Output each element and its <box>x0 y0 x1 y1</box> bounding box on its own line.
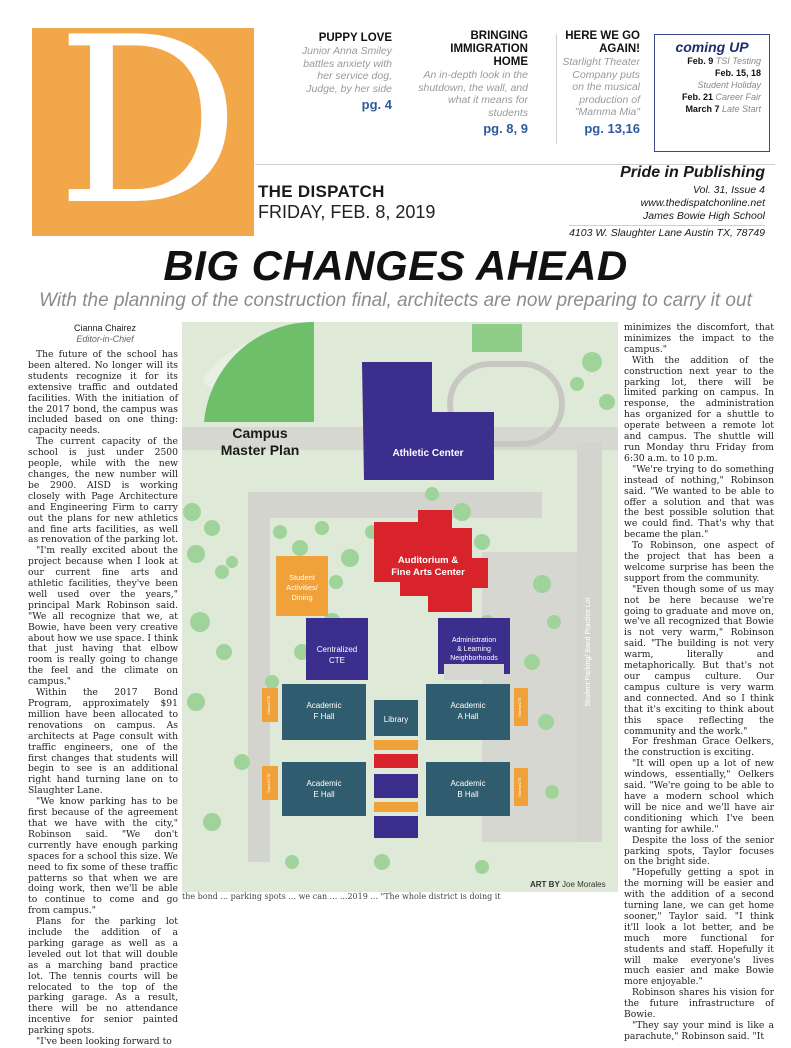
volume: Vol. 31, Issue 4 <box>693 184 765 196</box>
sports-field <box>472 324 522 352</box>
logo-letter: D <box>56 0 241 256</box>
connector-block <box>374 740 418 750</box>
issue-info <box>569 184 765 240</box>
athletic-center-label: Athletic Center <box>392 448 464 459</box>
teaser-immigration[interactable] <box>418 30 528 136</box>
credit-name: Joe Morales <box>562 880 606 889</box>
auditorium-label: Auditorium & <box>397 555 459 566</box>
admin-label: Administration <box>451 637 497 644</box>
map-title: Campus <box>232 425 288 441</box>
cte-label: Centralized <box>316 645 358 654</box>
paragraph: Robinson shares his vision for the future infrastructure of Bowie. <box>624 987 774 1021</box>
e-hall-building <box>282 762 366 816</box>
paragraph: Within the 2017 Bond Program, approximately $91 million have been allocated to renovations on campus. As architects at Page consult with traffic engineers, one of the first changes that students will begin to see is an additional right hand turning lane on to Slaughter Lane. <box>28 687 178 797</box>
admin-label: & Learning <box>457 646 491 653</box>
paragraph: Despite the loss of the senior parking spots, Taylor focuses on the bright side. <box>624 834 774 868</box>
address: 4103 W. Slaughter Lane Austin TX, 78749 <box>569 227 765 239</box>
auditorium-label: Fine Arts Center <box>391 567 465 578</box>
coming-up-box <box>654 34 770 152</box>
campus-master-plan-map <box>182 322 618 892</box>
student-activities-label: Student <box>289 573 315 582</box>
paragraph: "Even though some of us may not be here because we're going to graduate and move on, we've all recognized that Bowie is not very warm," Robinson said. "The building is not very warm, literally and metaphorically. But that's not our campus culture. Our campus culture is very warm and connected. And so I think that it's exciting to think about this space reflecting the community and the work." <box>624 583 774 737</box>
connector-block <box>374 802 418 812</box>
teaser-title: HERE WE GO AGAIN! <box>565 30 640 55</box>
art-credit <box>530 880 606 889</box>
school-name: James Bowie High School <box>643 210 765 222</box>
b-hall-building <box>426 762 510 816</box>
credit-label: ART BY <box>530 880 560 889</box>
paragraph: "We know parking has to be first because of the agreement that we have with the city," Robinson said. "We don't currently have enough parking spaces for a school this size. We need to fix some of these traffic patterns so that when we are doing work, then we'll be able to continue to come and go from campus." <box>28 796 178 917</box>
paragraph: With the addition of the construction next year to the parking lot, there will be limited parking on campus. In response, the administration has organized for a shuttle to operate between a remote lot and campus. The shuttle will run Monday thru Friday from 6:30 a.m. to 10 p.m. <box>624 354 774 464</box>
connector-block <box>374 774 418 798</box>
shared-cte-label: Shared CTE <box>518 697 522 717</box>
subheadline: With the planning of the construction final, architects are now preparing to carry it out <box>39 290 752 311</box>
article-column-right <box>624 322 774 1042</box>
e-hall-label: Academic <box>306 779 342 788</box>
event-item: Feb. 9 TSI Testing <box>687 56 761 66</box>
website-link[interactable]: www.thedispatchonline.net <box>640 197 765 209</box>
library-label: Library <box>383 715 409 724</box>
teaser-desc: Junior Anna Smiley battles anxiety with her service dog, Judge, by her side <box>301 45 392 95</box>
author-role: Editor-in-Chief <box>76 334 134 344</box>
teaser-page: pg. 8, 9 <box>483 121 528 136</box>
paragraph: Plans for the parking lot include the addition of a parking garage as well as a leveled out lot that will double as a marching band practice lot. The tennis courts will be relocated to the top of the parking garage. As a result, there will be no attendance incentive for senior painted parking spots. <box>28 916 178 1037</box>
teaser-desc: Starlight Theater Company puts on the musical production of "Mamma Mia" <box>562 56 640 118</box>
e-hall-label: E Hall <box>313 790 335 799</box>
shared-cte-label: Shared CTE <box>518 777 522 797</box>
paragraph: The current capacity of the school is just under 2500 people, while with the new changes, the new number will be 2900. AISD is working closely with Page Architecture and Engineering Firm to carry out the plans for new athletics and fine arts facilities, as well as renovation of the parking lot. <box>28 436 178 546</box>
road <box>248 492 270 862</box>
paragraph: To Robinson, one aspect of the project that has been a welcome surprise has been the support from the community. <box>624 540 774 584</box>
teaser-page: pg. 4 <box>361 97 392 112</box>
map-title: Master Plan <box>220 442 300 458</box>
a-hall-label: Academic <box>450 701 486 710</box>
event-item: Feb. 15, 18 Student Holiday <box>697 68 761 90</box>
connector-block <box>374 816 418 838</box>
connector-block <box>374 754 418 768</box>
event-item: Feb. 21 Career Fair <box>681 92 761 102</box>
paragraph: minimizes the discomfort, that minimizes the impact to the campus." <box>624 322 774 355</box>
paragraph: "It will open up a lot of new windows, essentially," Oelkers said. "We're going to be able to have a modern school which will be nice and we'll have air conditioning which I've been wanting for awhile." <box>624 758 774 835</box>
author-name: Cianna Chairez <box>73 323 137 333</box>
paragraph: "We're trying to do something instead of nothing," Robinson said. "We wanted to be able to offer a solution and that was the best possible solution that we could find. That's why that became the plan." <box>624 463 774 541</box>
shared-cte-label: Shared CTE <box>267 773 271 793</box>
road <box>248 492 542 518</box>
headline: BIG CHANGES AHEAD <box>163 242 628 289</box>
f-hall-label: F Hall <box>313 712 335 721</box>
teaser-page: pg. 13,16 <box>584 120 640 136</box>
paragraph: For freshman Grace Oelkers, the construction is exciting. <box>624 736 774 759</box>
paragraph: "I've been looking forward to <box>36 1036 172 1048</box>
article-column-left <box>28 349 178 1048</box>
slogan: Pride in Publishing <box>620 164 765 181</box>
teaser-mamma-mia[interactable] <box>562 30 640 136</box>
paragraph: The future of the school has been altered. No longer will its students recognize it for its extensive traffic and outdated facilities. With the initiation of the 2017 bond, the campus was included based on one thing: capacity needs. <box>28 349 178 437</box>
divider <box>556 34 557 144</box>
a-hall-label: A Hall <box>457 712 479 721</box>
admin-walkway <box>444 664 504 680</box>
teaser-title: BRINGING IMMIGRATION HOME <box>450 30 528 68</box>
cte-label: CTE <box>329 656 345 665</box>
teaser-desc: An in-depth look in the shutdown, the wall, and what it means for students <box>418 69 528 119</box>
b-hall-label: Academic <box>450 779 486 788</box>
student-activities-label: Activities/ <box>286 583 318 592</box>
admin-label: Neighborhoods <box>450 655 498 662</box>
coming-up-heading: coming UP <box>675 39 749 55</box>
f-hall-label: Academic <box>306 701 342 710</box>
parking-label: Student Parking/ Band Practice Lot <box>585 597 592 707</box>
b-hall-label: B Hall <box>457 790 479 799</box>
paper-name: THE DISPATCH <box>258 182 385 201</box>
paragraph: "Hopefully getting a spot in the morning will be easier and with the addition of a second turning lane, we can get home sooner," Taylor said. "I think it'll look a lot better, and be much more functional for students and staff. Hopefully it will make everyone's lives much easier and make Bowie more enjoyable." <box>624 867 774 988</box>
student-activities-label: Dining <box>291 593 313 602</box>
paragraph: "They say your mind is like a parachute," Robinson said. "It <box>624 1020 774 1042</box>
teaser-puppy-love[interactable] <box>300 32 392 112</box>
event-item: March 7 Late Start <box>685 104 761 114</box>
paragraph: "I'm really excited about the project because when I look at our current fine arts and athletic facilities, they've been well used over the years," principal Mark Robinson said. "We all recognize that we, at Bowie, have been very creative about how we use space. I think that just having that elbow room is really going to change the feel and the climate on campus." <box>28 545 178 688</box>
byline <box>30 323 180 345</box>
issue-date: FRIDAY, FEB. 8, 2019 <box>258 202 436 222</box>
teaser-title: PUPPY LOVE <box>318 32 392 44</box>
cut-off-text: the bond ... parking spots ... we can ... ...2019 ... "The whole district is doing it <box>182 892 501 901</box>
shared-cte-label: Shared CTE <box>267 695 271 715</box>
